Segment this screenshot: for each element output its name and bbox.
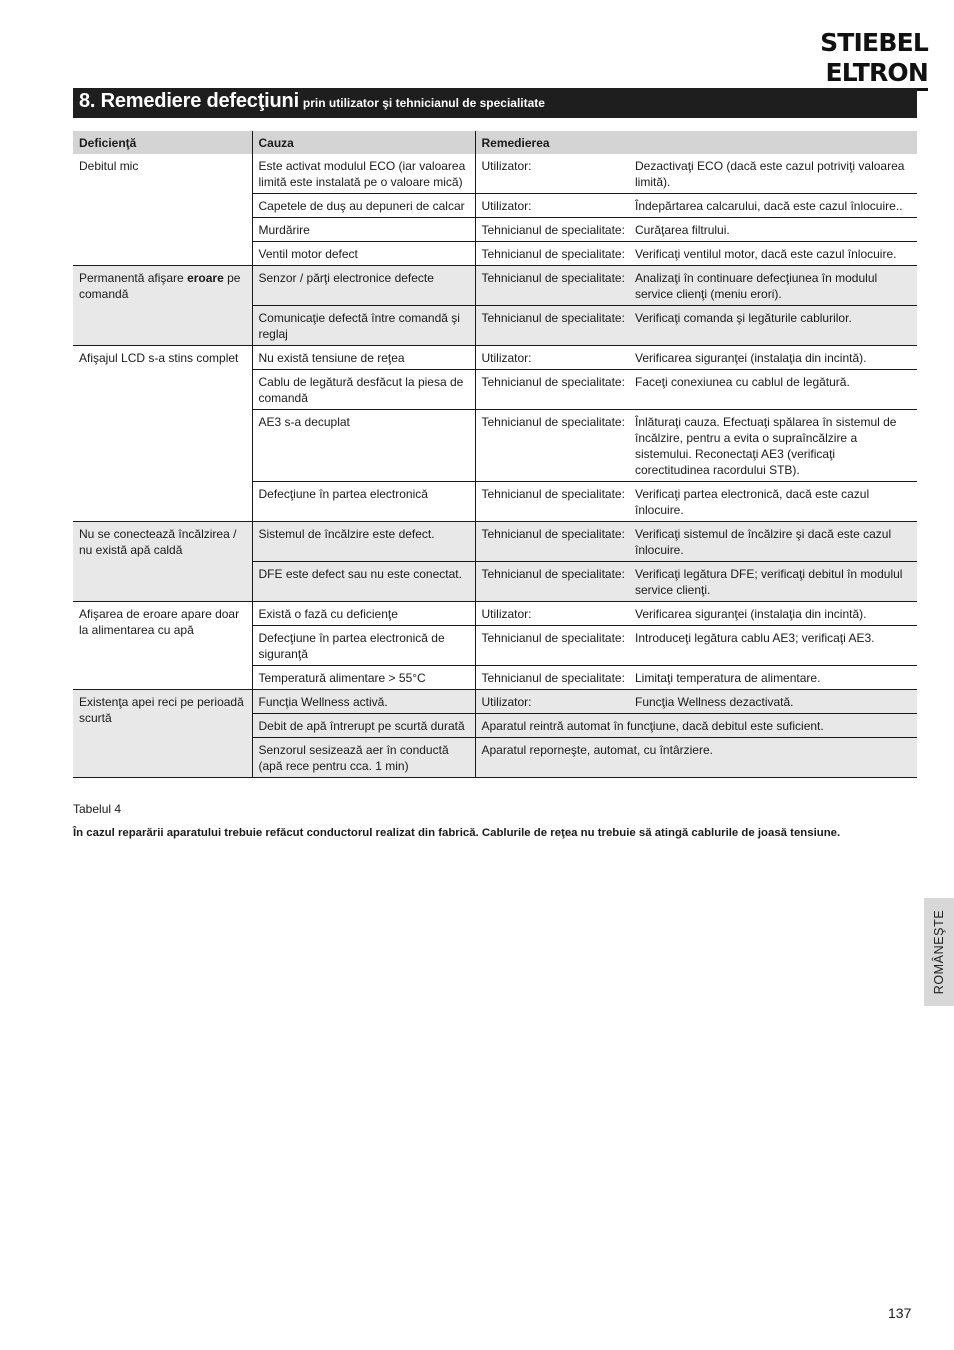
deficiency-text: Debitul mic (79, 159, 139, 173)
deficiency-text: Afişarea de eroare apare doar la alimentarea cu apă (79, 607, 240, 637)
responsible-cell: Tehnicianul de specialitate: (475, 562, 629, 602)
responsible-cell: Tehnicianul de specialitate: (475, 306, 629, 346)
responsible-cell: Tehnicianul de specialitate: (475, 218, 629, 242)
action-cell: Verificarea siguranţei (instalaţia din incintă). (629, 602, 917, 626)
responsible-cell: Utilizator: (475, 602, 629, 626)
cause-cell: Comunicaţie defectă între comandă şi reglaj (252, 306, 475, 346)
responsible-cell: Utilizator: (475, 194, 629, 218)
action-cell: Verificaţi ventilul motor, dacă este cazul înlocuire. (629, 242, 917, 266)
action-cell: Limitaţi temperatura de alimentare. (629, 666, 917, 690)
action-cell: Introduceţi legătura cablu AE3; verificaţi AE3. (629, 626, 917, 666)
table-row (73, 602, 917, 626)
cause-cell: Ventil motor defect (252, 242, 475, 266)
deficiency-cell (73, 346, 252, 522)
table-row (73, 266, 917, 306)
section-subtitle: prin utilizator şi tehnicianul de specialitate (302, 96, 545, 110)
cause-cell: Este activat modulul ECO (iar valoarea limită este instalată pe o valoare mică) (252, 154, 475, 194)
cause-cell: Defecţiune în partea electronică de siguranţă (252, 626, 475, 666)
deficiency-cell (73, 266, 252, 346)
repair-note: În cazul reparării aparatului trebuie refăcut conductorul realizat din fabrică. Cablurile de reţea nu trebuie să atingă cablurile de joasă tensiune. (73, 827, 841, 839)
deficiency-cell (73, 690, 252, 778)
responsible-cell: Tehnicianul de specialitate: (475, 266, 629, 306)
action-cell: Curăţarea filtrului. (629, 218, 917, 242)
action-cell: Verificarea siguranţei (instalaţia din incintă). (629, 346, 917, 370)
action-cell: Aparatul reintră automat în funcţiune, dacă debitul este suficient. (475, 714, 917, 738)
section-title: 8. Remediere defecţiuni (79, 90, 299, 112)
header-deficiency: Deficienţă (73, 131, 252, 154)
deficiency-text: Nu se conectează încălzirea / nu există apă caldă (79, 527, 237, 557)
action-cell: Funcţia Wellness dezactivată. (629, 690, 917, 714)
troubleshooting-table (73, 131, 917, 778)
responsible-cell: Tehnicianul de specialitate: (475, 482, 629, 522)
responsible-cell: Tehnicianul de specialitate: (475, 522, 629, 562)
responsible-cell: Tehnicianul de specialitate: (475, 666, 629, 690)
deficiency-text: eroare (187, 271, 224, 285)
responsible-cell: Utilizator: (475, 154, 629, 194)
cause-cell: Senzorul sesizează aer în conductă (apă rece pentru cca. 1 min) (252, 738, 475, 778)
action-cell: Aparatul reporneşte, automat, cu întârziere. (475, 738, 917, 778)
language-tab (924, 898, 954, 1006)
action-cell: Verificaţi legătura DFE; verificaţi debitul în modulul service clienţi. (629, 562, 917, 602)
action-cell: Înlăturaţi cauza. Efectuaţi spălarea în sistemul de încălzire, pentru a evita o supraîncălzire a sistemului. Reconectaţi AE3 (verificaţi corectitudinea racordului STB). (629, 410, 917, 482)
brand-logo: STIEBEL ELTRON (718, 28, 928, 91)
page-number: 137 (888, 1305, 912, 1321)
table-body (73, 154, 917, 778)
section-banner (73, 88, 917, 118)
cause-cell: Cablu de legătură desfăcut la piesa de comandă (252, 370, 475, 410)
responsible-cell: Utilizator: (475, 346, 629, 370)
responsible-cell: Tehnicianul de specialitate: (475, 626, 629, 666)
deficiency-text: Existenţa apei reci pe perioadă scurtă (79, 695, 244, 725)
cause-cell: Temperatură alimentare > 55°C (252, 666, 475, 690)
responsible-cell: Tehnicianul de specialitate: (475, 410, 629, 482)
cause-cell: Defecţiune în partea electronică (252, 482, 475, 522)
language-tab-label: ROMÂNEŞTE (932, 909, 946, 995)
header-cause: Cauza (252, 131, 475, 154)
action-cell: Faceţi conexiunea cu cablul de legătură. (629, 370, 917, 410)
cause-cell: DFE este defect sau nu este conectat. (252, 562, 475, 602)
cause-cell: Funcţia Wellness activă. (252, 690, 475, 714)
deficiency-text: Afişajul LCD s-a stins complet (79, 351, 239, 365)
responsible-cell: Tehnicianul de specialitate: (475, 370, 629, 410)
cause-cell: Capetele de duş au depuneri de calcar (252, 194, 475, 218)
cause-cell: Sistemul de încălzire este defect. (252, 522, 475, 562)
cause-cell: Debit de apă întrerupt pe scurtă durată (252, 714, 475, 738)
action-cell: Verificaţi comanda şi legăturile cablurilor. (629, 306, 917, 346)
action-cell: Verificaţi partea electronică, dacă este cazul înlocuire. (629, 482, 917, 522)
table-row (73, 690, 917, 714)
cause-cell: Senzor / părţi electronice defecte (252, 266, 475, 306)
table-row (73, 346, 917, 370)
deficiency-cell (73, 154, 252, 266)
deficiency-text: Permanentă afişare (79, 271, 188, 285)
cause-cell: Nu există tensiune de reţea (252, 346, 475, 370)
cause-cell: Există o fază cu deficienţe (252, 602, 475, 626)
header-remedy: Remedierea (475, 131, 917, 154)
table-header-row (73, 131, 917, 154)
action-cell: Verificaţi sistemul de încălzire şi dacă este cazul înlocuire. (629, 522, 917, 562)
responsible-cell: Utilizator: (475, 690, 629, 714)
table-row (73, 154, 917, 194)
action-cell: Analizaţi în continuare defecţiunea în modulul service clienţi (meniu erori). (629, 266, 917, 306)
deficiency-cell (73, 522, 252, 602)
deficiency-cell (73, 602, 252, 690)
action-cell: Îndepărtarea calcarului, dacă este cazul înlocuire.. (629, 194, 917, 218)
action-cell: Dezactivaţi ECO (dacă este cazul potriviţi valoarea limită). (629, 154, 917, 194)
responsible-cell: Tehnicianul de specialitate: (475, 242, 629, 266)
table-caption: Tabelul 4 (73, 802, 122, 816)
table-row (73, 522, 917, 562)
deficiency-text: pe comandă (79, 271, 241, 301)
cause-cell: AE3 s-a decuplat (252, 410, 475, 482)
cause-cell: Murdărire (252, 218, 475, 242)
